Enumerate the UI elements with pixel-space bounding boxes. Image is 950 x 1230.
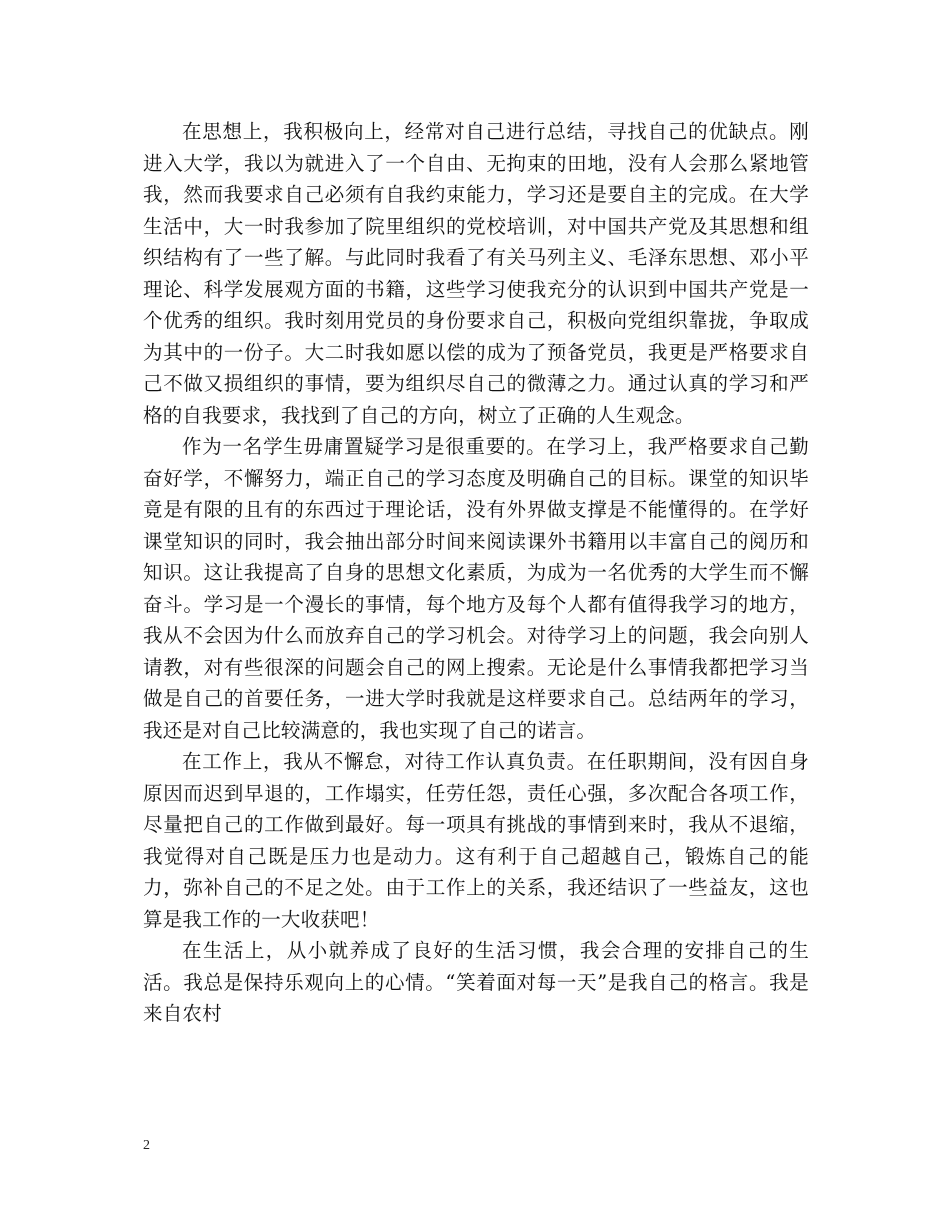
page-number: 2 [143,1138,150,1153]
document-body [143,116,809,1030]
paragraph-study: 作为一名学生毋庸置疑学习是很重要的。在学习上，我严格要求自己勤奋好学，不懈努力，端正自己的学习态度及明确自己的目标。课堂的知识毕竟是有限的且有的东西过于理论话，没有外界做支撑是不能懂得的。在学好课堂知识的同时，我会抽出部分时间来阅读课外书籍用以丰富自己的阅历和知识。这让我提高了自身的思想文化素质，为成为一名优秀的大学生而不懈奋斗。学习是一个漫长的事情，每个地方及每个人都有值得我学习的地方，我从不会因为什么而放弃自己的学习机会。对待学习上的问题，我会向别人请教，对有些很深的问题会自己的网上搜索。无论是什么事情我都把学习当做是自己的首要任务，一进大学时我就是这样要求自己。总结两年的学习，我还是对自己比较满意的，我也实现了自己的诺言。 [143,435,809,742]
paragraph-work: 在工作上，我从不懈怠，对待工作认真负责。在任职期间，没有因自身原因而迟到早退的，工作塌实，任劳任怨，责任心强，多次配合各项工作，尽量把自己的工作做到最好。每一项具有挑战的事情到来时，我从不退缩，我觉得对自己既是压力也是动力。这有利于自己超越自己，锻炼自己的能力，弥补自己的不足之处。由于工作上的关系，我还结识了一些益友，这也算是我工作的一大收获吧！ [143,750,809,931]
paragraph-life: 在生活上，从小就养成了良好的生活习惯，我会合理的安排自己的生活。我总是保持乐观向上的心情。“笑着面对每一天”是我自己的格言。我是来自农村 [143,939,809,1025]
paragraph-ideology: 在思想上，我积极向上，经常对自己进行总结，寻找自己的优缺点。刚进入大学，我以为就进入了一个自由、无拘束的田地，没有人会那么紧地管我，然而我要求自己必须有自我约束能力，学习还是要自主的完成。在大学生活中，大一时我参加了院里组织的党校培训，对中国共产党及其思想和组织结构有了一些了解。与此同时我看了有关马列主义、毛泽东思想、邓小平理论、科学发展观方面的书籍，这些学习使我充分的认识到中国共产党是一个优秀的组织。我时刻用党员的身份要求自己，积极向党组织靠拢，争取成为其中的一份子。大二时我如愿以偿的成为了预备党员，我更是严格要求自己不做又损组织的事情，要为组织尽自己的微薄之力。通过认真的学习和严格的自我要求，我找到了自己的方向，树立了正确的人生观念。 [143,120,809,427]
